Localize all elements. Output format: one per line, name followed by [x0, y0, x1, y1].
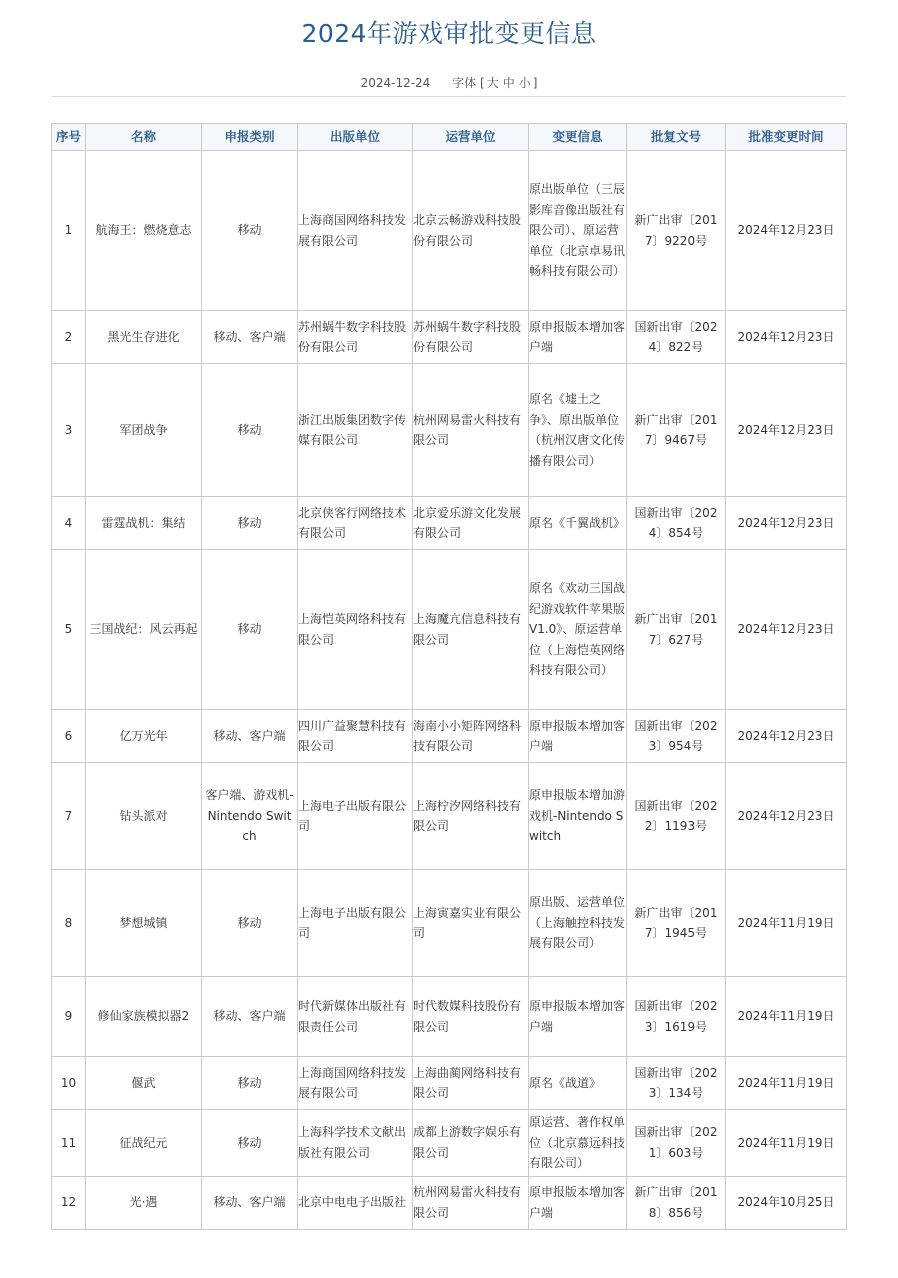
header-operator: 运营单位 — [413, 124, 529, 151]
cell-change: 原名《欢动三国战纪游戏软件苹果版V1.0》、原运营单位（上海恺英网络科技有限公司） — [529, 550, 627, 710]
cell-category: 移动 — [202, 364, 298, 497]
cell-name: 梦想城镇 — [86, 870, 202, 977]
cell-publisher: 上海电子出版有限公司 — [298, 763, 413, 870]
cell-publisher: 浙江出版集团数字传媒有限公司 — [298, 364, 413, 497]
cell-date: 2024年12月23日 — [726, 710, 847, 763]
cell-approval: 国新出审〔2024〕854号 — [627, 497, 726, 550]
cell-approval: 新广出审〔2017〕1945号 — [627, 870, 726, 977]
cell-publisher: 上海商国网络科技发展有限公司 — [298, 151, 413, 311]
font-size-small[interactable]: 小 — [518, 76, 531, 90]
cell-approval: 国新出审〔2021〕603号 — [627, 1110, 726, 1177]
cell-category: 移动 — [202, 550, 298, 710]
cell-date: 2024年12月23日 — [726, 497, 847, 550]
cell-publisher: 时代新媒体出版社有限责任公司 — [298, 977, 413, 1057]
cell-change: 原名《千翼战机》 — [529, 497, 627, 550]
header-date: 批准变更时间 — [726, 124, 847, 151]
font-size-switcher — [480, 76, 537, 90]
table-row — [52, 977, 847, 1057]
cell-approval: 新广出审〔2017〕9467号 — [627, 364, 726, 497]
cell-name: 亿万光年 — [86, 710, 202, 763]
cell-date: 2024年11月19日 — [726, 1110, 847, 1177]
article-meta — [0, 74, 898, 91]
table-row — [52, 870, 847, 977]
cell-operator: 成都上游数字娱乐有限公司 — [413, 1110, 529, 1177]
table-row — [52, 364, 847, 497]
cell-category: 移动 — [202, 1110, 298, 1177]
cell-no: 9 — [52, 977, 86, 1057]
cell-category: 移动 — [202, 497, 298, 550]
cell-name: 钻头派对 — [86, 763, 202, 870]
cell-date: 2024年12月23日 — [726, 550, 847, 710]
cell-date: 2024年12月23日 — [726, 311, 847, 364]
bracket-open: [ — [480, 76, 485, 90]
cell-publisher: 上海电子出版有限公司 — [298, 870, 413, 977]
cell-approval: 国新出审〔2022〕1193号 — [627, 763, 726, 870]
cell-approval: 新广出审〔2017〕627号 — [627, 550, 726, 710]
cell-publisher: 北京中电电子出版社 — [298, 1176, 413, 1229]
divider — [52, 96, 846, 97]
table-row — [52, 151, 847, 311]
table-row — [52, 763, 847, 870]
cell-name: 航海王：燃烧意志 — [86, 151, 202, 311]
font-size-large[interactable]: 大 — [486, 76, 499, 90]
header-change: 变更信息 — [529, 124, 627, 151]
bracket-close: ] — [532, 76, 538, 90]
cell-date: 2024年10月25日 — [726, 1176, 847, 1229]
cell-no: 1 — [52, 151, 86, 311]
table-row — [52, 550, 847, 710]
cell-name: 军团战争 — [86, 364, 202, 497]
cell-change: 原申报版本增加客户端 — [529, 710, 627, 763]
cell-operator: 海南小小矩阵网络科技有限公司 — [413, 710, 529, 763]
cell-name: 三国战纪：风云再起 — [86, 550, 202, 710]
cell-approval: 国新出审〔2023〕1619号 — [627, 977, 726, 1057]
cell-change: 原出版、运营单位（上海触控科技发展有限公司） — [529, 870, 627, 977]
cell-operator: 上海曲蔺网络科技有限公司 — [413, 1057, 529, 1110]
cell-category: 移动、客户端 — [202, 710, 298, 763]
cell-no: 7 — [52, 763, 86, 870]
table-row — [52, 1057, 847, 1110]
cell-name: 偃武 — [86, 1057, 202, 1110]
font-size-label: 字体 — [452, 76, 477, 90]
cell-publisher: 四川广益聚慧科技有限公司 — [298, 710, 413, 763]
cell-change: 原申报版本增加客户端 — [529, 977, 627, 1057]
cell-no: 12 — [52, 1176, 86, 1229]
cell-name: 征战纪元 — [86, 1110, 202, 1177]
cell-category: 客户端、游戏机-Nintendo Switch — [202, 763, 298, 870]
header-category: 申报类别 — [202, 124, 298, 151]
table-row — [52, 311, 847, 364]
header-publisher: 出版单位 — [298, 124, 413, 151]
cell-no: 2 — [52, 311, 86, 364]
table-row — [52, 1110, 847, 1177]
cell-operator: 苏州蜗牛数字科技股份有限公司 — [413, 311, 529, 364]
cell-publisher: 北京侠客行网络技术有限公司 — [298, 497, 413, 550]
cell-date: 2024年11月19日 — [726, 1057, 847, 1110]
cell-change: 原申报版本增加客户端 — [529, 311, 627, 364]
cell-date: 2024年11月19日 — [726, 977, 847, 1057]
cell-change: 原出版单位（三辰影库音像出版社有限公司）、原运营单位（北京卓易讯畅科技有限公司） — [529, 151, 627, 311]
cell-date: 2024年12月23日 — [726, 364, 847, 497]
publish-date: 2024-12-24 — [360, 76, 431, 90]
cell-change: 原申报版本增加客户端 — [529, 1176, 627, 1229]
cell-approval: 国新出审〔2024〕822号 — [627, 311, 726, 364]
cell-no: 5 — [52, 550, 86, 710]
cell-change: 原名《墟土之争》、原出版单位（杭州汉唐文化传播有限公司） — [529, 364, 627, 497]
cell-no: 4 — [52, 497, 86, 550]
cell-publisher: 苏州蜗牛数字科技股份有限公司 — [298, 311, 413, 364]
cell-no: 8 — [52, 870, 86, 977]
cell-change: 原运营、著作权单位（北京慕远科技有限公司） — [529, 1110, 627, 1177]
cell-operator: 上海柠汐网络科技有限公司 — [413, 763, 529, 870]
page-title: 2024年游戏审批变更信息 — [301, 19, 597, 48]
cell-change: 原名《战道》 — [529, 1057, 627, 1110]
cell-approval: 新广出审〔2017〕9220号 — [627, 151, 726, 311]
header-name: 名称 — [86, 124, 202, 151]
cell-publisher: 上海商国网络科技发展有限公司 — [298, 1057, 413, 1110]
cell-date: 2024年12月23日 — [726, 151, 847, 311]
cell-approval: 新广出审〔2018〕856号 — [627, 1176, 726, 1229]
cell-approval: 国新出审〔2023〕134号 — [627, 1057, 726, 1110]
cell-category: 移动 — [202, 151, 298, 311]
cell-publisher: 上海恺英网络科技有限公司 — [298, 550, 413, 710]
cell-no: 6 — [52, 710, 86, 763]
cell-operator: 杭州网易雷火科技有限公司 — [413, 364, 529, 497]
font-size-medium[interactable]: 中 — [502, 76, 515, 90]
cell-category: 移动 — [202, 870, 298, 977]
cell-category: 移动、客户端 — [202, 311, 298, 364]
cell-approval: 国新出审〔2023〕954号 — [627, 710, 726, 763]
cell-name: 修仙家族模拟器2 — [86, 977, 202, 1057]
cell-no: 11 — [52, 1110, 86, 1177]
cell-category: 移动、客户端 — [202, 977, 298, 1057]
table-header-row — [52, 124, 847, 151]
cell-name: 雷霆战机：集结 — [86, 497, 202, 550]
table-row — [52, 1176, 847, 1229]
cell-operator: 上海寅嘉实业有限公司 — [413, 870, 529, 977]
table-row — [52, 497, 847, 550]
cell-operator: 上海魔亢信息科技有限公司 — [413, 550, 529, 710]
table-row — [52, 710, 847, 763]
header-no: 序号 — [52, 124, 86, 151]
header-approval: 批复文号 — [627, 124, 726, 151]
cell-no: 3 — [52, 364, 86, 497]
cell-category: 移动 — [202, 1057, 298, 1110]
cell-operator: 北京爱乐游文化发展有限公司 — [413, 497, 529, 550]
cell-date: 2024年11月19日 — [726, 870, 847, 977]
cell-name: 光·遇 — [86, 1176, 202, 1229]
cell-category: 移动、客户端 — [202, 1176, 298, 1229]
cell-change: 原申报版本增加游戏机-Nintendo Switch — [529, 763, 627, 870]
cell-operator: 杭州网易雷火科技有限公司 — [413, 1176, 529, 1229]
approval-table — [51, 123, 847, 1230]
cell-name: 黑光生存进化 — [86, 311, 202, 364]
cell-date: 2024年12月23日 — [726, 763, 847, 870]
cell-no: 10 — [52, 1057, 86, 1110]
cell-operator: 北京云畅游戏科技股份有限公司 — [413, 151, 529, 311]
cell-operator: 时代数媒科技股份有限公司 — [413, 977, 529, 1057]
cell-publisher: 上海科学技术文献出版社有限公司 — [298, 1110, 413, 1177]
